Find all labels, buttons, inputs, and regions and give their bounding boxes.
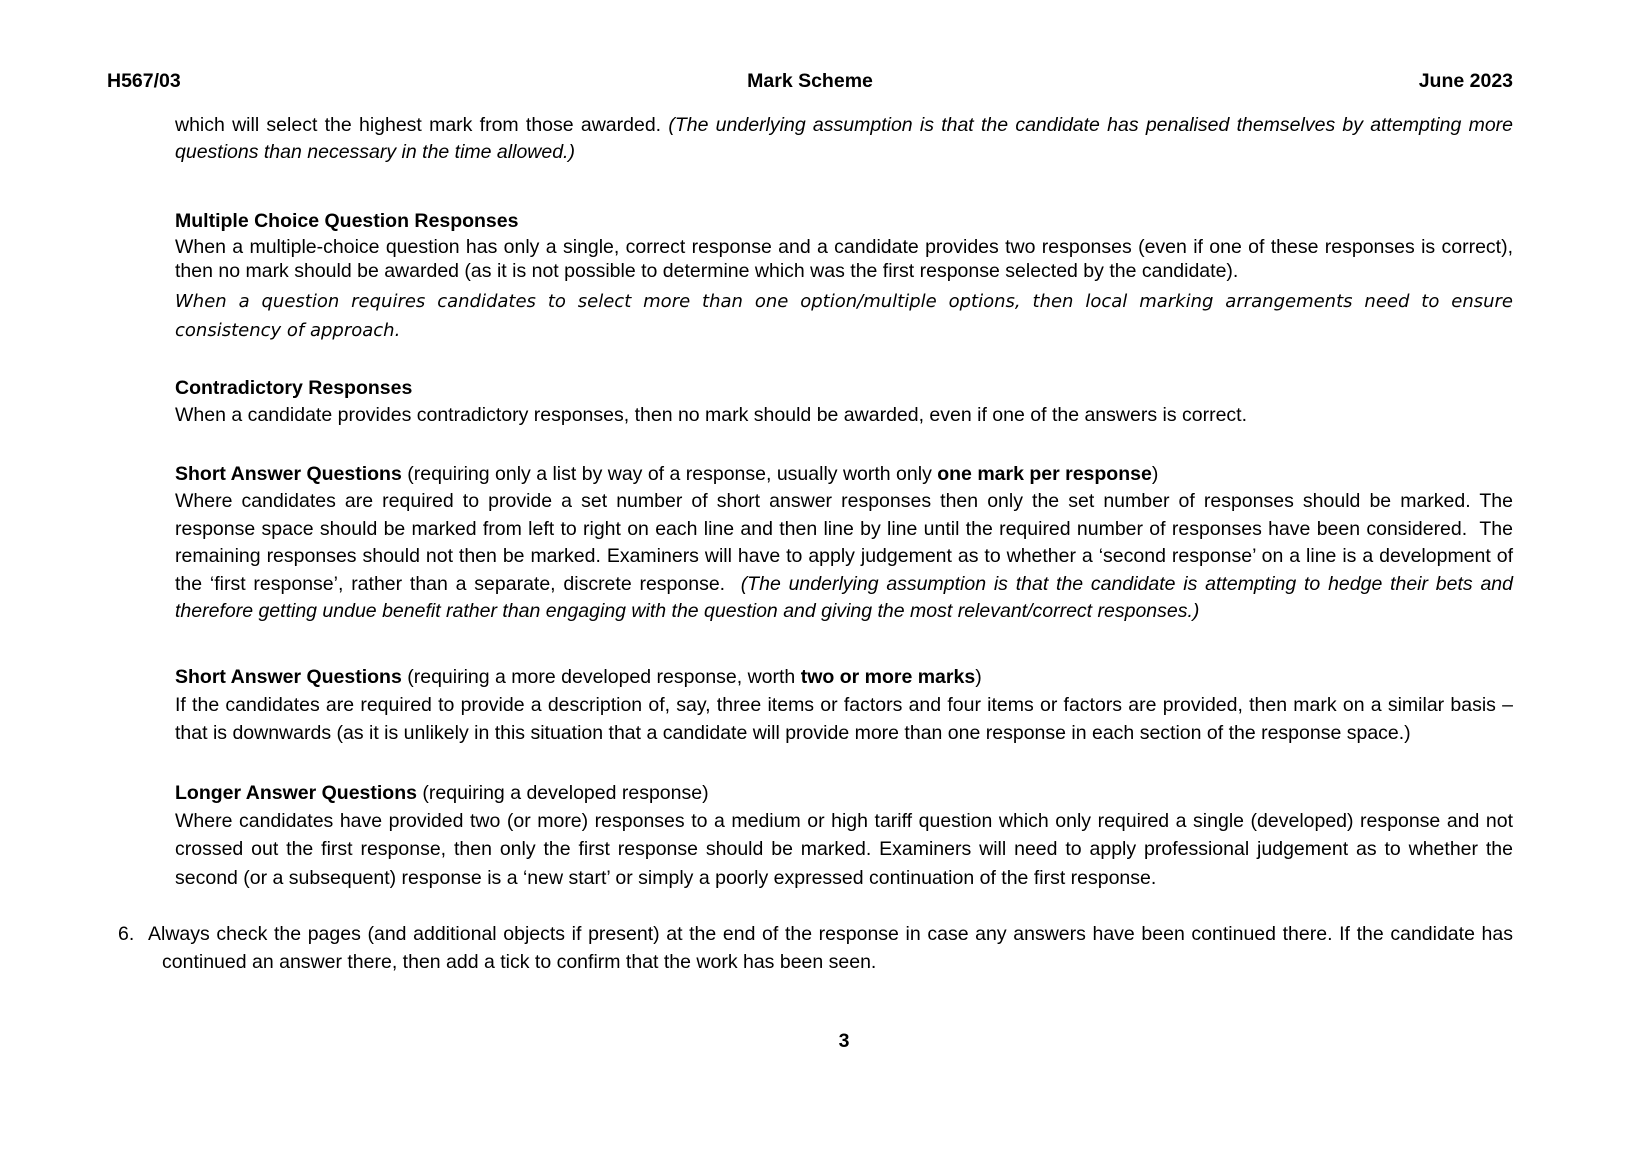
section-contradictory-responses <box>175 375 1513 429</box>
section-paragraph <box>175 691 1513 747</box>
section-heading <box>175 664 1513 691</box>
text-run: When a candidate provides contradictory responses, then no mark should be awarded, even if one of the answers is correct. <box>175 404 1248 426</box>
text-run: (The underlying assumption is that the candidate is attempting to hedge their bets and therefore getting undue benefit rather than engaging with the question and giving the most relevant/correct responses.) <box>175 572 1513 622</box>
text-run: ) <box>1151 463 1159 485</box>
text-run: Where candidates are required to provide a set number of short answer responses then only the set number of responses should be marked. The response space should be marked from left to right on each line and then line by line until the required number of responses have been considered. The remaining responses should not then be marked. Examiners will have to apply judgement as to whether a ‘second response’ on a line is a development of the ‘first response’, rather than a separate, discrete response. <box>175 490 1513 595</box>
text-run: (requiring a more developed response, worth <box>401 665 801 688</box>
section-longer-answer <box>175 780 1513 893</box>
section-multiple-choice-responses <box>175 208 1513 345</box>
numbered-item-6 <box>118 920 1513 976</box>
item-paragraph <box>148 920 1513 976</box>
text-run: Multiple Choice Question Responses <box>175 210 519 232</box>
text-run: When a multiple-choice question has only a single, correct response and a candidate provides two responses (even if one of these responses is correct), then no mark should be awarded (as it is not possible to determine which was the first response selected by the candidate). <box>175 236 1513 282</box>
text-run: If the candidates are required to provide a description of, say, three items or factors and four items or factors are provided, then mark on a similar basis – that is downwards (as it is unlikely in this situation that a candidate will provide more than one response in each section of the response space.) <box>175 693 1513 744</box>
section-paragraph <box>175 235 1513 283</box>
text-run: Where candidates have provided two (or more) responses to a medium or high tariff question which only required a single (developed) response and not crossed out the first response, then only the first response should be marked. Examiners will need to apply professional judgement as to whether the second (or a subsequent) response is a ‘new start’ or simply a poorly expressed continuation of the first response. <box>175 809 1513 889</box>
section-heading <box>175 461 1513 488</box>
text-run: Always check the pages (and additional objects if present) at the end of the response in case any answers have been continued there. If the candidate has continued an answer there, then add a tick to confirm that the work has been seen. <box>148 923 1513 973</box>
header-paper-code: H567/03 <box>107 70 181 92</box>
item-number: 6. <box>118 923 135 945</box>
intro-paragraph <box>175 112 1513 166</box>
page-number: 3 <box>838 1030 850 1052</box>
section-heading <box>175 780 1513 807</box>
text-run: (requiring a developed response) <box>416 781 709 804</box>
section-short-answer-list <box>175 461 1513 626</box>
text-run: one mark per response <box>937 463 1152 485</box>
text-run: Short Answer Questions <box>175 665 402 688</box>
text-run: two or more marks <box>800 665 976 688</box>
text-run: Contradictory Responses <box>175 377 413 399</box>
section-paragraph <box>175 488 1513 626</box>
text-run: Short Answer Questions <box>175 463 402 485</box>
section-short-answer-developed <box>175 664 1513 747</box>
section-paragraph <box>175 807 1513 893</box>
section-heading <box>175 375 1513 402</box>
text-run: When a question requires candidates to select more than one option/multiple options, then local marking arrangements need to ensure consistency of approach. <box>175 291 1513 341</box>
text-run: which will select the highest mark from those awarded. <box>175 114 669 136</box>
section-paragraph <box>175 402 1513 429</box>
text-run: (The underlying assumption is that the candidate has penalised themselves by attempting more questions than necessary in the time allowed.) <box>175 114 1514 163</box>
text-run: Longer Answer Questions <box>175 781 417 804</box>
text-run: (requiring only a list by way of a response, usually worth only <box>401 463 938 485</box>
section-heading <box>175 208 1513 235</box>
section-paragraph-alt-italic <box>175 287 1513 345</box>
header-title: Mark Scheme <box>747 70 873 92</box>
text-run: ) <box>975 665 982 688</box>
header-date: June 2023 <box>1418 70 1514 92</box>
